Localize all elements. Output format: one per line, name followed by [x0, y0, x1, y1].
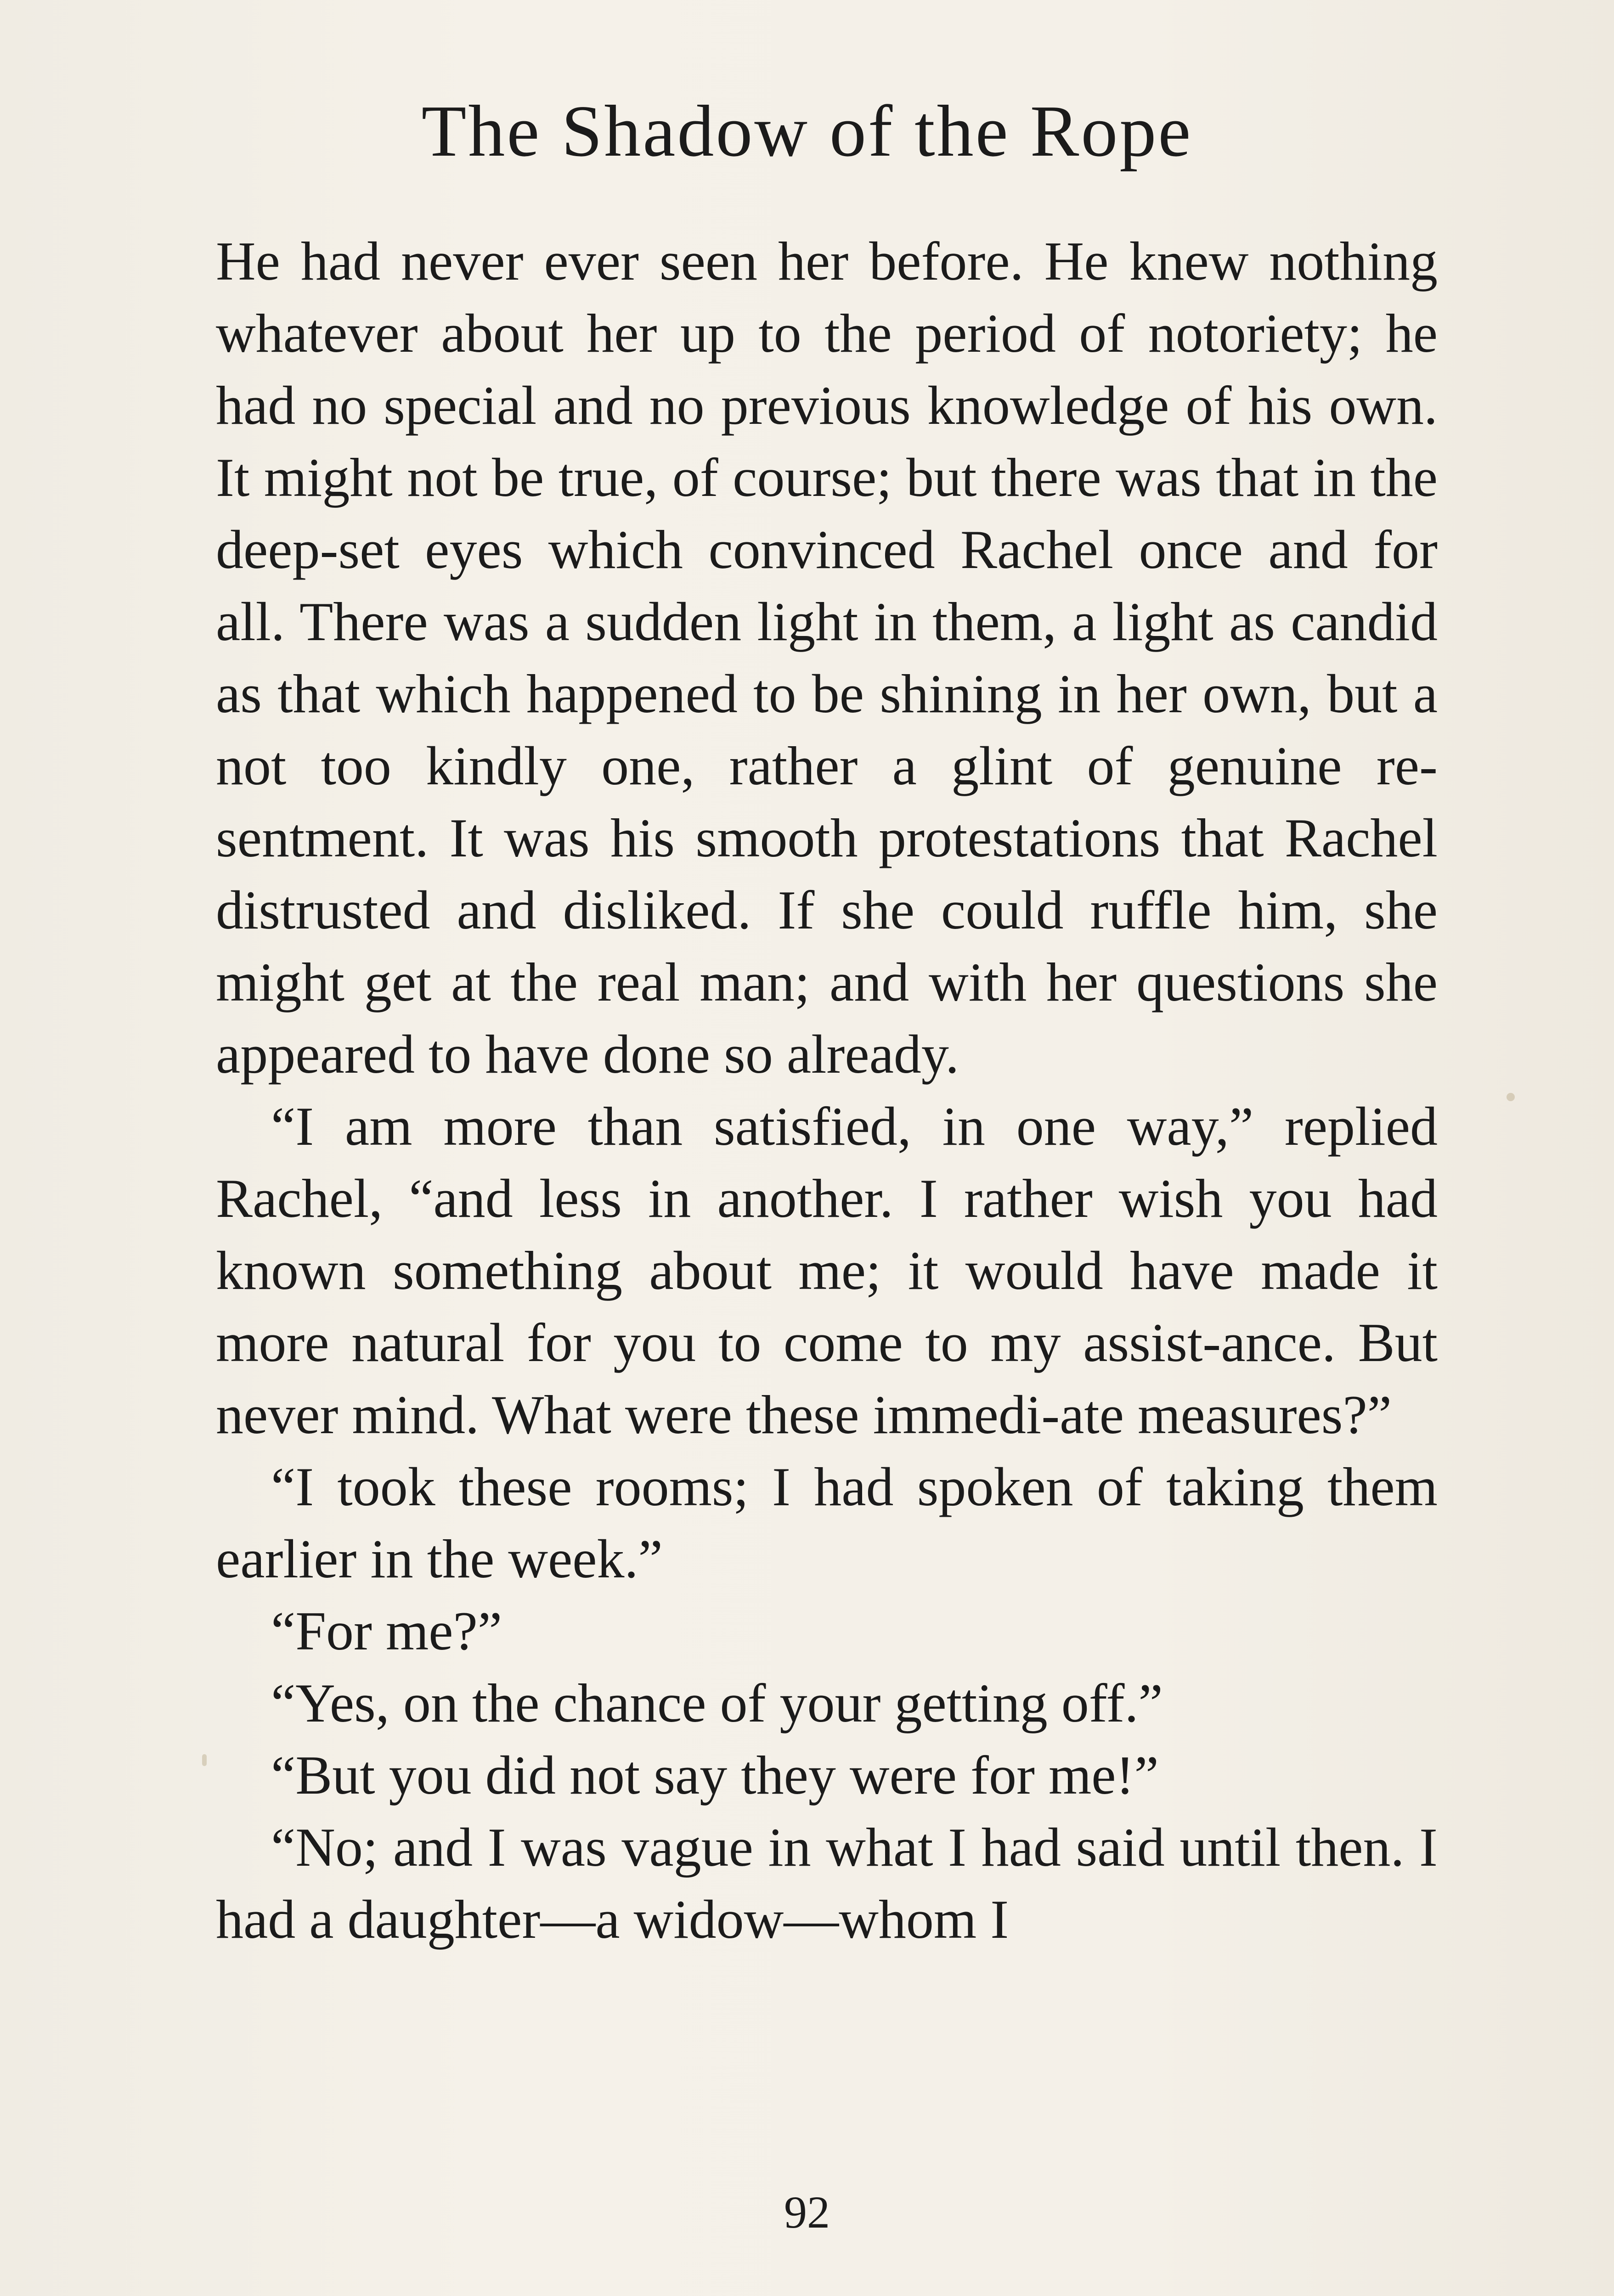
body-text	[216, 225, 1438, 1955]
page-number: 92	[784, 2187, 830, 2238]
paragraph: He had never ever seen her before. He knew nothing whatever about her up to the period of notoriety; he had no special and no previous knowledge of his own. It might not be true, of course; but there was that in the deep-set eyes which convinced Rachel once and for all. There was a sudden light in them, a light as candid as that which happened to be shining in her own, but a not too kindly one, rather a glint of genuine re-sentment. It was his smooth protestations that Rachel distrusted and disliked. If she could ruffle him, she might get at the real man; and with her questions she appeared to have done so already.	[216, 231, 1438, 1085]
paper-speck	[202, 1754, 207, 1766]
paragraph: “Yes, on the chance of your getting off.”	[271, 1672, 1163, 1733]
running-head: The Shadow of the Rope	[421, 90, 1193, 172]
paragraph: “For me?”	[271, 1600, 502, 1661]
paragraph: “I took these rooms; I had spoken of taking them earlier in the week.”	[216, 1456, 1438, 1589]
paragraph: “But you did not say they were for me!”	[271, 1745, 1159, 1806]
paper-speck	[1507, 1093, 1515, 1101]
paragraph: “I am more than satisfied, in one way,” replied Rachel, “and less in another. I rather wish you had known something about me; it would have made it more natural for you to come to my assist-ance. But never mind. What were these immedi-ate measures?”	[216, 1096, 1438, 1445]
paragraph: “No; and I was vague in what I had said until then. I had a daughter—a widow—whom I	[216, 1817, 1438, 1950]
